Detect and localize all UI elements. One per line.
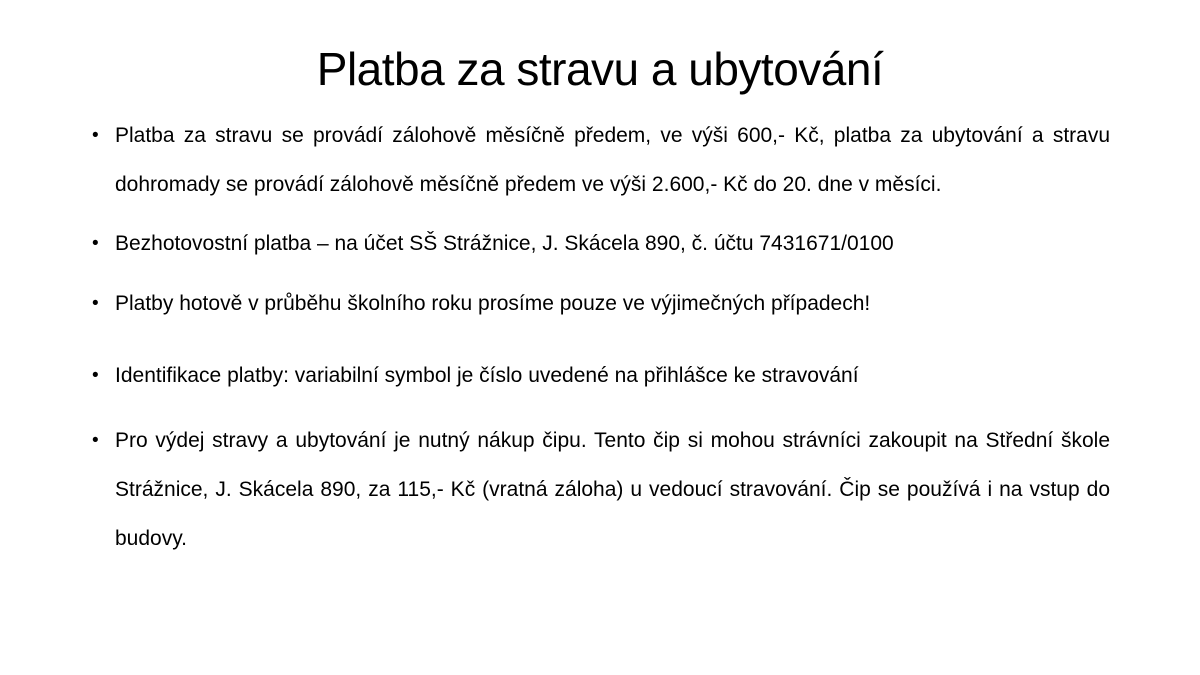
bullet-text: Platba za stravu se provádí zálohově měsíčně předem, ve výši 600,- Kč, platba za ubytování a stravu dohromady se provádí zálohově měsíčně předem ve výši 2.600,- Kč do 20. dne v měsíci. bbox=[115, 124, 1110, 196]
bullet-icon: • bbox=[92, 430, 99, 451]
bullet-icon: • bbox=[92, 125, 99, 146]
bullet-icon: • bbox=[92, 293, 99, 314]
bullet-text: Identifikace platby: variabilní symbol je číslo uvedené na přihlášce ke stravování bbox=[115, 364, 859, 387]
bullet-item-payment-identification bbox=[88, 361, 1110, 391]
slide-title: Platba za stravu a ubytování bbox=[316, 43, 884, 95]
bullet-icon: • bbox=[92, 233, 99, 254]
bullet-item-bank-transfer bbox=[88, 229, 1110, 259]
bullet-icon: • bbox=[92, 365, 99, 386]
bullet-list bbox=[88, 111, 1110, 563]
bullet-item-cash-payment bbox=[88, 289, 1110, 319]
bullet-item-food-payment bbox=[88, 111, 1110, 209]
bullet-text: Pro výdej stravy a ubytování je nutný nákup čipu. Tento čip si mohou strávníci zakoupit na Střední škole Strážnice, J. Skácela 890, za 115,- Kč (vratná záloha) u vedoucí stravování. Čip se používá i na vstup do budovy. bbox=[115, 429, 1110, 550]
bullet-text: Platby hotově v průběhu školního roku prosíme pouze ve výjimečných případech! bbox=[115, 292, 871, 315]
bullet-text: Bezhotovostní platba – na účet SŠ Strážnice, J. Skácela 890, č. účtu 7431671/0100 bbox=[115, 232, 894, 255]
bullet-item-chip-purchase bbox=[88, 416, 1110, 563]
